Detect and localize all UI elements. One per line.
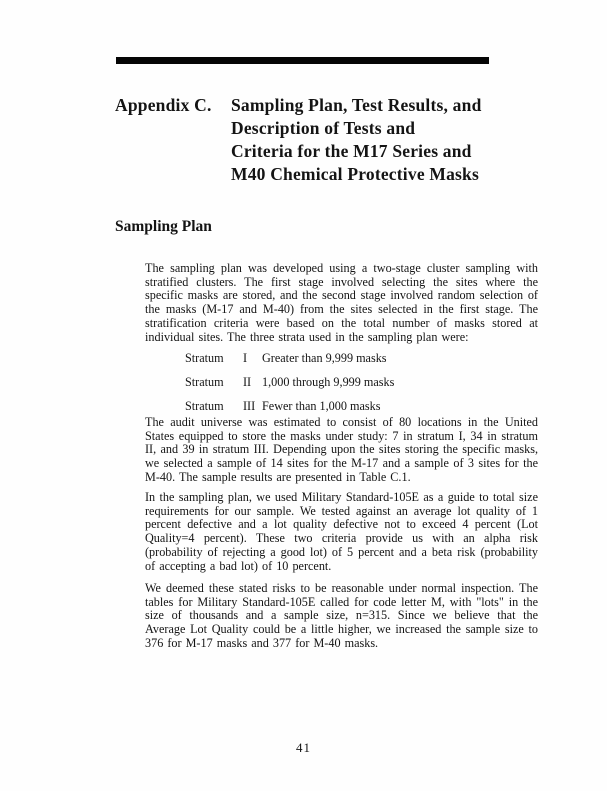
paragraph-military-standard: In the sampling plan, we used Military Standard-105E as a guide to total size requirements for our sample. We tested against an average lot quality of 1 percent defective and a lot quality defective not to exceed 4 percent (Lot Quality=4 percent). These two criteria provide us with an alpha risk (probability of rejecting a good lot) of 5 percent and a beta risk (probability of accepting a bad lot) of 10 percent. — [145, 490, 538, 573]
paragraph-risks: We deemed these stated risks to be reasonable under normal inspection. The tables for Military Standard-105E called for code letter M, with "lots" in the size of thousands and a sample size, n=315. Since we believe that the Average Lot Quality could be a little higher, we increased the sample size to 376 for M-17 masks and 377 for M-40 masks. — [145, 581, 538, 650]
top-rule-divider — [116, 57, 489, 64]
stratum-description: Greater than 9,999 masks — [262, 351, 387, 365]
stratum-description: Fewer than 1,000 masks — [262, 399, 381, 413]
stratum-numeral: I — [243, 351, 248, 365]
stratum-row — [185, 351, 394, 375]
appendix-title-line-4: M40 Chemical Protective Masks — [231, 164, 479, 184]
appendix-title — [231, 94, 482, 186]
stratum-name: Stratum — [185, 351, 224, 365]
stratum-numeral: III — [243, 399, 256, 413]
section-title-sampling-plan: Sampling Plan — [115, 218, 212, 235]
appendix-title-line-2: Description of Tests and — [231, 118, 416, 138]
appendix-title-line-1: Sampling Plan, Test Results, and — [231, 95, 482, 115]
stratum-row — [185, 375, 394, 399]
stratum-name: Stratum — [185, 399, 224, 413]
appendix-label: Appendix C. — [115, 95, 212, 115]
paragraph-audit-universe: The audit universe was estimated to consist of 80 locations in the United States equipped to store the masks under study: 7 in stratum I, 34 in stratum II, and 39 in stratum III. Depending upon the sites storing the specific masks, we selected a sample of 14 sites for the M-17 and a sample of 3 sites for the M-40. The sample results are presented in Table C.1. — [145, 415, 538, 484]
page-number: 41 — [296, 740, 311, 755]
stratum-description: 1,000 through 9,999 masks — [262, 375, 395, 389]
stratum-name: Stratum — [185, 375, 224, 389]
paragraph-sampling-plan-overview: The sampling plan was developed using a two-stage cluster sampling with stratified clusters. The first stage involved selecting the sites where the specific masks are stored, and the second stage involved random selection of the masks (M-17 and M-40) from the sites selected in the first stage. The stratification criteria were based on the total number of masks stored at individual sites. The three strata used in the sampling plan were: — [145, 261, 538, 344]
appendix-heading — [115, 94, 482, 186]
stratum-numeral: II — [243, 375, 252, 389]
strata-list — [185, 351, 394, 423]
appendix-title-line-3: Criteria for the M17 Series and — [231, 141, 472, 161]
